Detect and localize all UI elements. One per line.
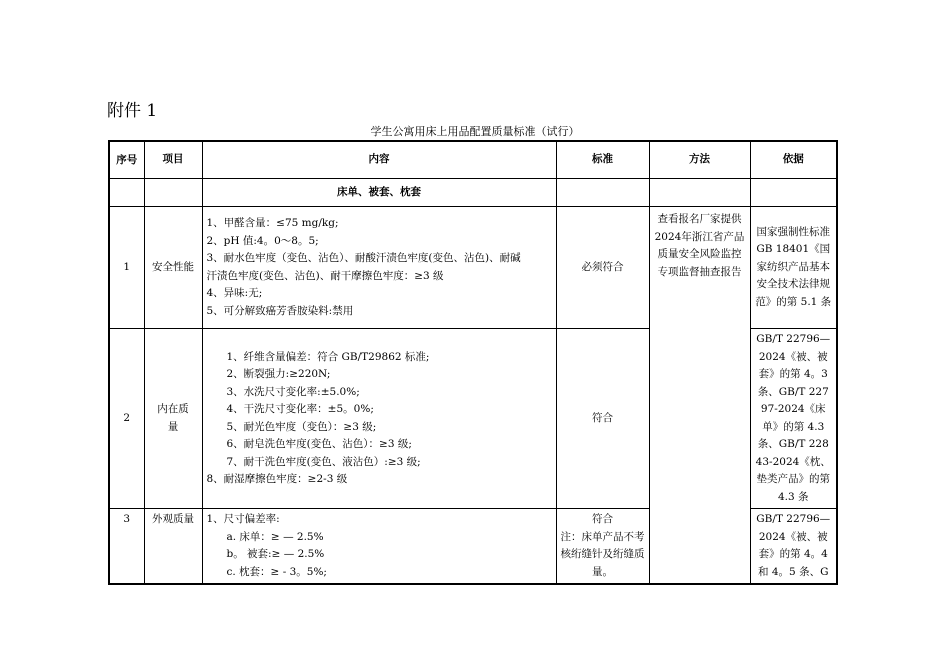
row-seq: 3 (109, 509, 144, 585)
row-basis: 国家强制性标准 GB 18401《国家纺织产品基本安全技术法律规范》的第 5.1 条 (750, 207, 837, 329)
row-item: 安全性能 (144, 207, 202, 329)
header-standard: 标准 (556, 141, 649, 179)
standards-table (108, 140, 838, 585)
row-content: 1、尺寸偏差率: a. 床单：≥ — 2.5% b。 被套:≥ — 2.5% c. 枕套：≥ - 3。5%; (202, 509, 556, 585)
document-title: 学生公寓用床上用品配置质量标准（试行） (370, 125, 580, 138)
attachment-label: 附件 1 (107, 101, 158, 121)
row-basis: GB/T 22796—2024《被、被套》的第 4。3 条、GB/T 22797-2024《床单》的第 4.3 条、GB/T 22843-2024《枕、垫类产品》的第 4.3 条 (750, 329, 837, 509)
header-content: 内容 (202, 141, 556, 179)
row-item: 外观质量 (144, 509, 202, 585)
row-item: 内在质量 (144, 329, 202, 509)
section-title: 床单、被套、枕套 (202, 179, 556, 207)
row-seq: 1 (109, 207, 144, 329)
table-row (109, 207, 837, 329)
table-header-row (109, 141, 837, 179)
header-method: 方法 (649, 141, 750, 179)
header-seq: 序号 (109, 141, 144, 179)
header-item: 项目 (144, 141, 202, 179)
section-row (109, 179, 837, 207)
row-basis: GB/T 22796—2024《被、被套》的第 4。4 和 4。5 条、G (750, 509, 837, 585)
row-standard: 符合 注：床单产品不考核绗缝针及绗缝质量。 (556, 509, 649, 585)
header-basis: 依据 (750, 141, 837, 179)
row-standard: 符合 (556, 329, 649, 509)
row-content: 1、纤维含量偏差：符合 GB/T29862 标准; 2、断裂强力:≥220N; 3、水洗尺寸变化率:±5.0%; 4、干洗尺寸变化率：±5。0%; 5、耐光色牢度（变色）：≥3 级; 6、耐皂洗色牢度(变色、沾色）：≥3 级; 7、耐干洗色牢度(变色、液沾色）:≥3 级; 8、耐湿摩擦色牢度：≥2-3 级 (202, 329, 556, 509)
row-standard: 必须符合 (556, 207, 649, 329)
method-cell: 查看报名厂家提供2024年浙江省产品质量安全风险监控专项监督抽查报告 (649, 207, 750, 585)
row-content: 1、甲醛含量：≤75 mg/kg; 2、pH 值:4。0～8。5; 3、耐水色牢度（变色、沾色）、耐酸汗渍色牢度(变色、沾色)、耐碱 汗渍色牢度(变色、沾色)、耐干摩擦色牢度：≥3 级 4、异味:无; 5、可分解致癌芳香胺染料:禁用 (202, 207, 556, 329)
row-seq: 2 (109, 329, 144, 509)
